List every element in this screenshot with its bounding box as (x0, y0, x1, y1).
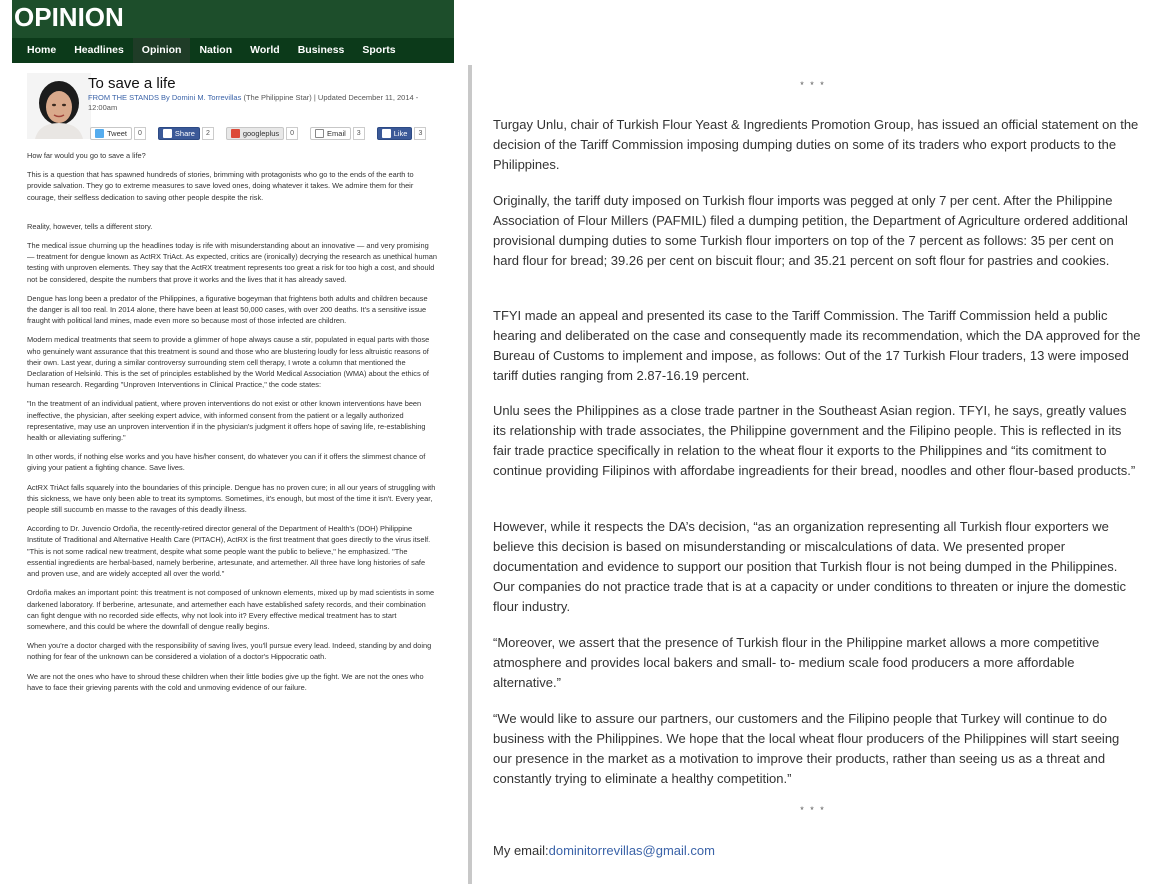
author-avatar (27, 73, 91, 139)
paragraph: Turgay Unlu, chair of Turkish Flour Yeast & Ingredients Promotion Group, has issued an official statement on the decision of the Tariff Commission imposing dumping duties on some of its traders who export products to the Philippines. (493, 117, 1139, 172)
left-article-panel (12, 0, 454, 884)
email-count: 3 (353, 127, 365, 140)
paragraph: Originally, the tariff duty imposed on Turkish flour imports was pegged at only 7 per cent. After the Philippine Association of Flour Millers (PAFMIL) filed a dumping petition, the Department of Agriculture ordered additional provisional dumping duties to some Turkish flour importers on top of the 7 percent as follows: 35 per cent on hard flour for bread; 39.26 per cent on biscuit flour; and 35.21 percent on soft flour for pastries and cookies. (493, 193, 1128, 268)
paragraph: According to Dr. Juvencio Ordoña, the recently-retired director general of the Department of Health's (DOH) Philippine Institute of Traditional and Alternative Health Care (PITACH), ActRX is the first treatment that goes directly to the virus itself. "This is not some radical new treatment, despite what some people want the public to believe," he emphasized. "The essential ingredients are herbal-based, namely berberine, artesunate, and artemether. All three have long histories of safe and proven use, and are widely accepted all over the world." (27, 524, 431, 579)
tweet-button[interactable]: Tweet (90, 127, 132, 140)
nav-world[interactable]: World (250, 44, 280, 56)
email-line (493, 841, 1141, 861)
nav-sports[interactable]: Sports (362, 44, 396, 56)
byline-meta: (The Philippine Star) | Updated December 11, 2014 - 12:00am (88, 93, 419, 112)
tweet-count: 0 (134, 127, 146, 140)
googleplus-icon (231, 129, 240, 138)
paragraph: How far would you go to save a life? (27, 151, 146, 160)
nav-home[interactable]: Home (27, 44, 57, 56)
section-break: * * * (800, 80, 826, 90)
twitter-icon (95, 129, 104, 138)
masthead (12, 0, 454, 38)
mail-icon (315, 129, 324, 138)
facebook-like-button[interactable]: Like (377, 127, 413, 140)
article-body (27, 150, 437, 701)
byline-column[interactable]: FROM THE STANDS By Domini M. Torrevillas (88, 93, 242, 102)
paragraph: "In the treatment of an individual patient, where proven interventions do not exist or other known interventions have been ineffective, the physician, after seeking expert advice, with informed consent from the patient or a legally authorized representative, may use an unproven intervention if in the physician's judgment it offers hope of saving life, re-establishing health or alleviating suffering." (27, 399, 426, 443)
share-bar (90, 127, 438, 140)
email-link[interactable]: dominitorrevillas@gmail.com (548, 843, 715, 858)
main-nav (12, 38, 454, 63)
googleplus-count: 0 (286, 127, 298, 140)
paragraph: Unlu sees the Philippines as a close trade partner in the Southeast Asian region. TFYI, he says, greatly values its relationship with trade associates, the Philippine government and the Filipino people. This is reflected in its fair trade practice specifically in relation to the wheat flour it exports to the Philippines and “its comitment to continue providing Filipinos with affordabe ingreadients for their bread, noodles and other flour-based products.” (493, 403, 1136, 478)
paragraph: “Moreover, we assert that the presence of Turkish flour in the Philippine market allows a more competitive atmosphere and provides local bakers and small- to- medium scale food producers a more affordable alternative.” (493, 635, 1100, 690)
paragraph: TFYI made an appeal and presented its case to the Tariff Commission. The Tariff Commission held a public hearing and deliberated on the case and consequently made its recommendation, which the DA approved for the Bureau of Customs to implement and impose, as follows: Out of the 17 Turkish Flour traders, 13 were imposed tariff duties ranging from 2.87-16.19 percent. (493, 308, 1141, 383)
article-title: To save a life (88, 75, 176, 92)
paragraph: Modern medical treatments that seem to provide a glimmer of hope always cause a stir, populated in equal parts with those who genuinely want assurance that this treatment is sound and those who are blustering loudly for less altruistic reasons of their own. Last year, during a similar controversy surrounding stem cell therapy, I wrote a column that mentioned the Declaration of Helsinki. This is the set of principles established by the World Medical Association (WMA) about the ethics of human research. Regarding "Unproven Interventions in Clinical Practice," the code states: (27, 335, 430, 390)
nav-business[interactable]: Business (297, 44, 345, 56)
paragraph: In other words, if nothing else works and you have his/her consent, do whatever you can if it offers the slimmest chance of giving your patient a fighting chance. Save lives. (27, 452, 426, 473)
facebook-icon (163, 129, 172, 138)
paragraph: We are not the ones who have to shroud these children when their little bodies give up the fight. We are not the ones who have to face their grieving parents with the cold and unmoving evidence of our failure. (27, 671, 424, 692)
article-byline (88, 93, 438, 113)
paragraph: The medical issue churning up the headlines today is rife with misunderstanding about an innovative — and very promising — treatment for dengue known as ActRX TriAct. As expected, critics are (ironically) decrying the research as unethical human testing with unproven elements. They say that the ActRX treatment represents too great a risk for too high a cost, and should not be considered, despite the numbers that prove it works and the lives that it has already saved. (27, 241, 437, 284)
right-article-panel (493, 0, 1143, 884)
paragraph: However, while it respects the DA’s decision, “as an organization representing all Turkish flour exporters we believe this decision is based on misunderstanding or miscalculations of data. We presented proper documentation and evidence to support our position that Turkish flour is not being dumped in the Philippines. Our companies do not practice trade that is at a capacity or under conditions to threaten or injure the domestic flour industry. (493, 519, 1127, 614)
nav-headlines[interactable]: Headlines (74, 44, 124, 56)
paragraph: “We would like to assure our partners, our customers and the Filipino people that Turkey will continue to do business with the Philippines. We hope that the local wheat flour producers of the Philippines will start seeing our presence in the market as a motivation to improve their products, rather than seeing us as a threat and constantly trying to eliminate a healthy competition.” (493, 711, 1120, 786)
googleplus-button[interactable]: googleplus (226, 127, 284, 140)
panel-divider (468, 65, 472, 884)
nav-nation[interactable]: Nation (199, 44, 233, 56)
share-count: 2 (202, 127, 214, 140)
facebook-icon (382, 129, 391, 138)
section-break: * * * (800, 805, 826, 815)
paragraph: Dengue has long been a predator of the Philippines, a figurative bogeyman that frightens both adults and children because the danger is all too real. In 2014 alone, there have been at least 50,000 cases, with over 200 deaths. It's a sensitive issue fraught with political land mines, made even more so because most of those infected are children. (27, 293, 428, 326)
facebook-share-button[interactable]: Share (158, 127, 200, 140)
section-logo: OPINION (14, 2, 124, 32)
paragraph: This is a question that has spawned hundreds of stories, brimming with protagonists who go to the ends of the earth to provide salvation. They go to extreme measures to save loved ones, doing whatever it takes. We admire them for their courage, their selfless dedication to saving other people despite the risk. (27, 170, 414, 202)
nav-opinion[interactable]: Opinion (133, 38, 191, 63)
paragraph: ActRX TriAct falls squarely into the boundaries of this principle. Dengue has no proven cure; in all our years of struggling with this sickness, we have only been able to treat its symptoms. Sometimes, it's enough, but most of the time it isn't. Every year, people still succumb en masse to the ravages of this deadly illness. (27, 482, 436, 515)
email-label: My email: (493, 843, 549, 858)
email-button[interactable]: Email (310, 127, 351, 140)
like-count: 3 (414, 127, 426, 140)
paragraph: When you're a doctor charged with the responsibility of saving lives, you'll pursue every lead. Indeed, standing by and doing nothing for fear of the unknown can be considered a violation of a doctor's Hippocratic oath. (27, 641, 432, 662)
paragraph: Reality, however, tells a different story. (27, 221, 153, 231)
paragraph: Ordoña makes an important point: this treatment is not composed of unknown elements, mixed up by mad scientists in some darkened laboratory. If berberine, artesunate, and artemether each have established safety records, and their combination can fight dengue with no recorded side effects, why not look into it? Every effective medical treatment has to start somewhere, and this could be where the downfall of dengue really begins. (27, 588, 435, 631)
